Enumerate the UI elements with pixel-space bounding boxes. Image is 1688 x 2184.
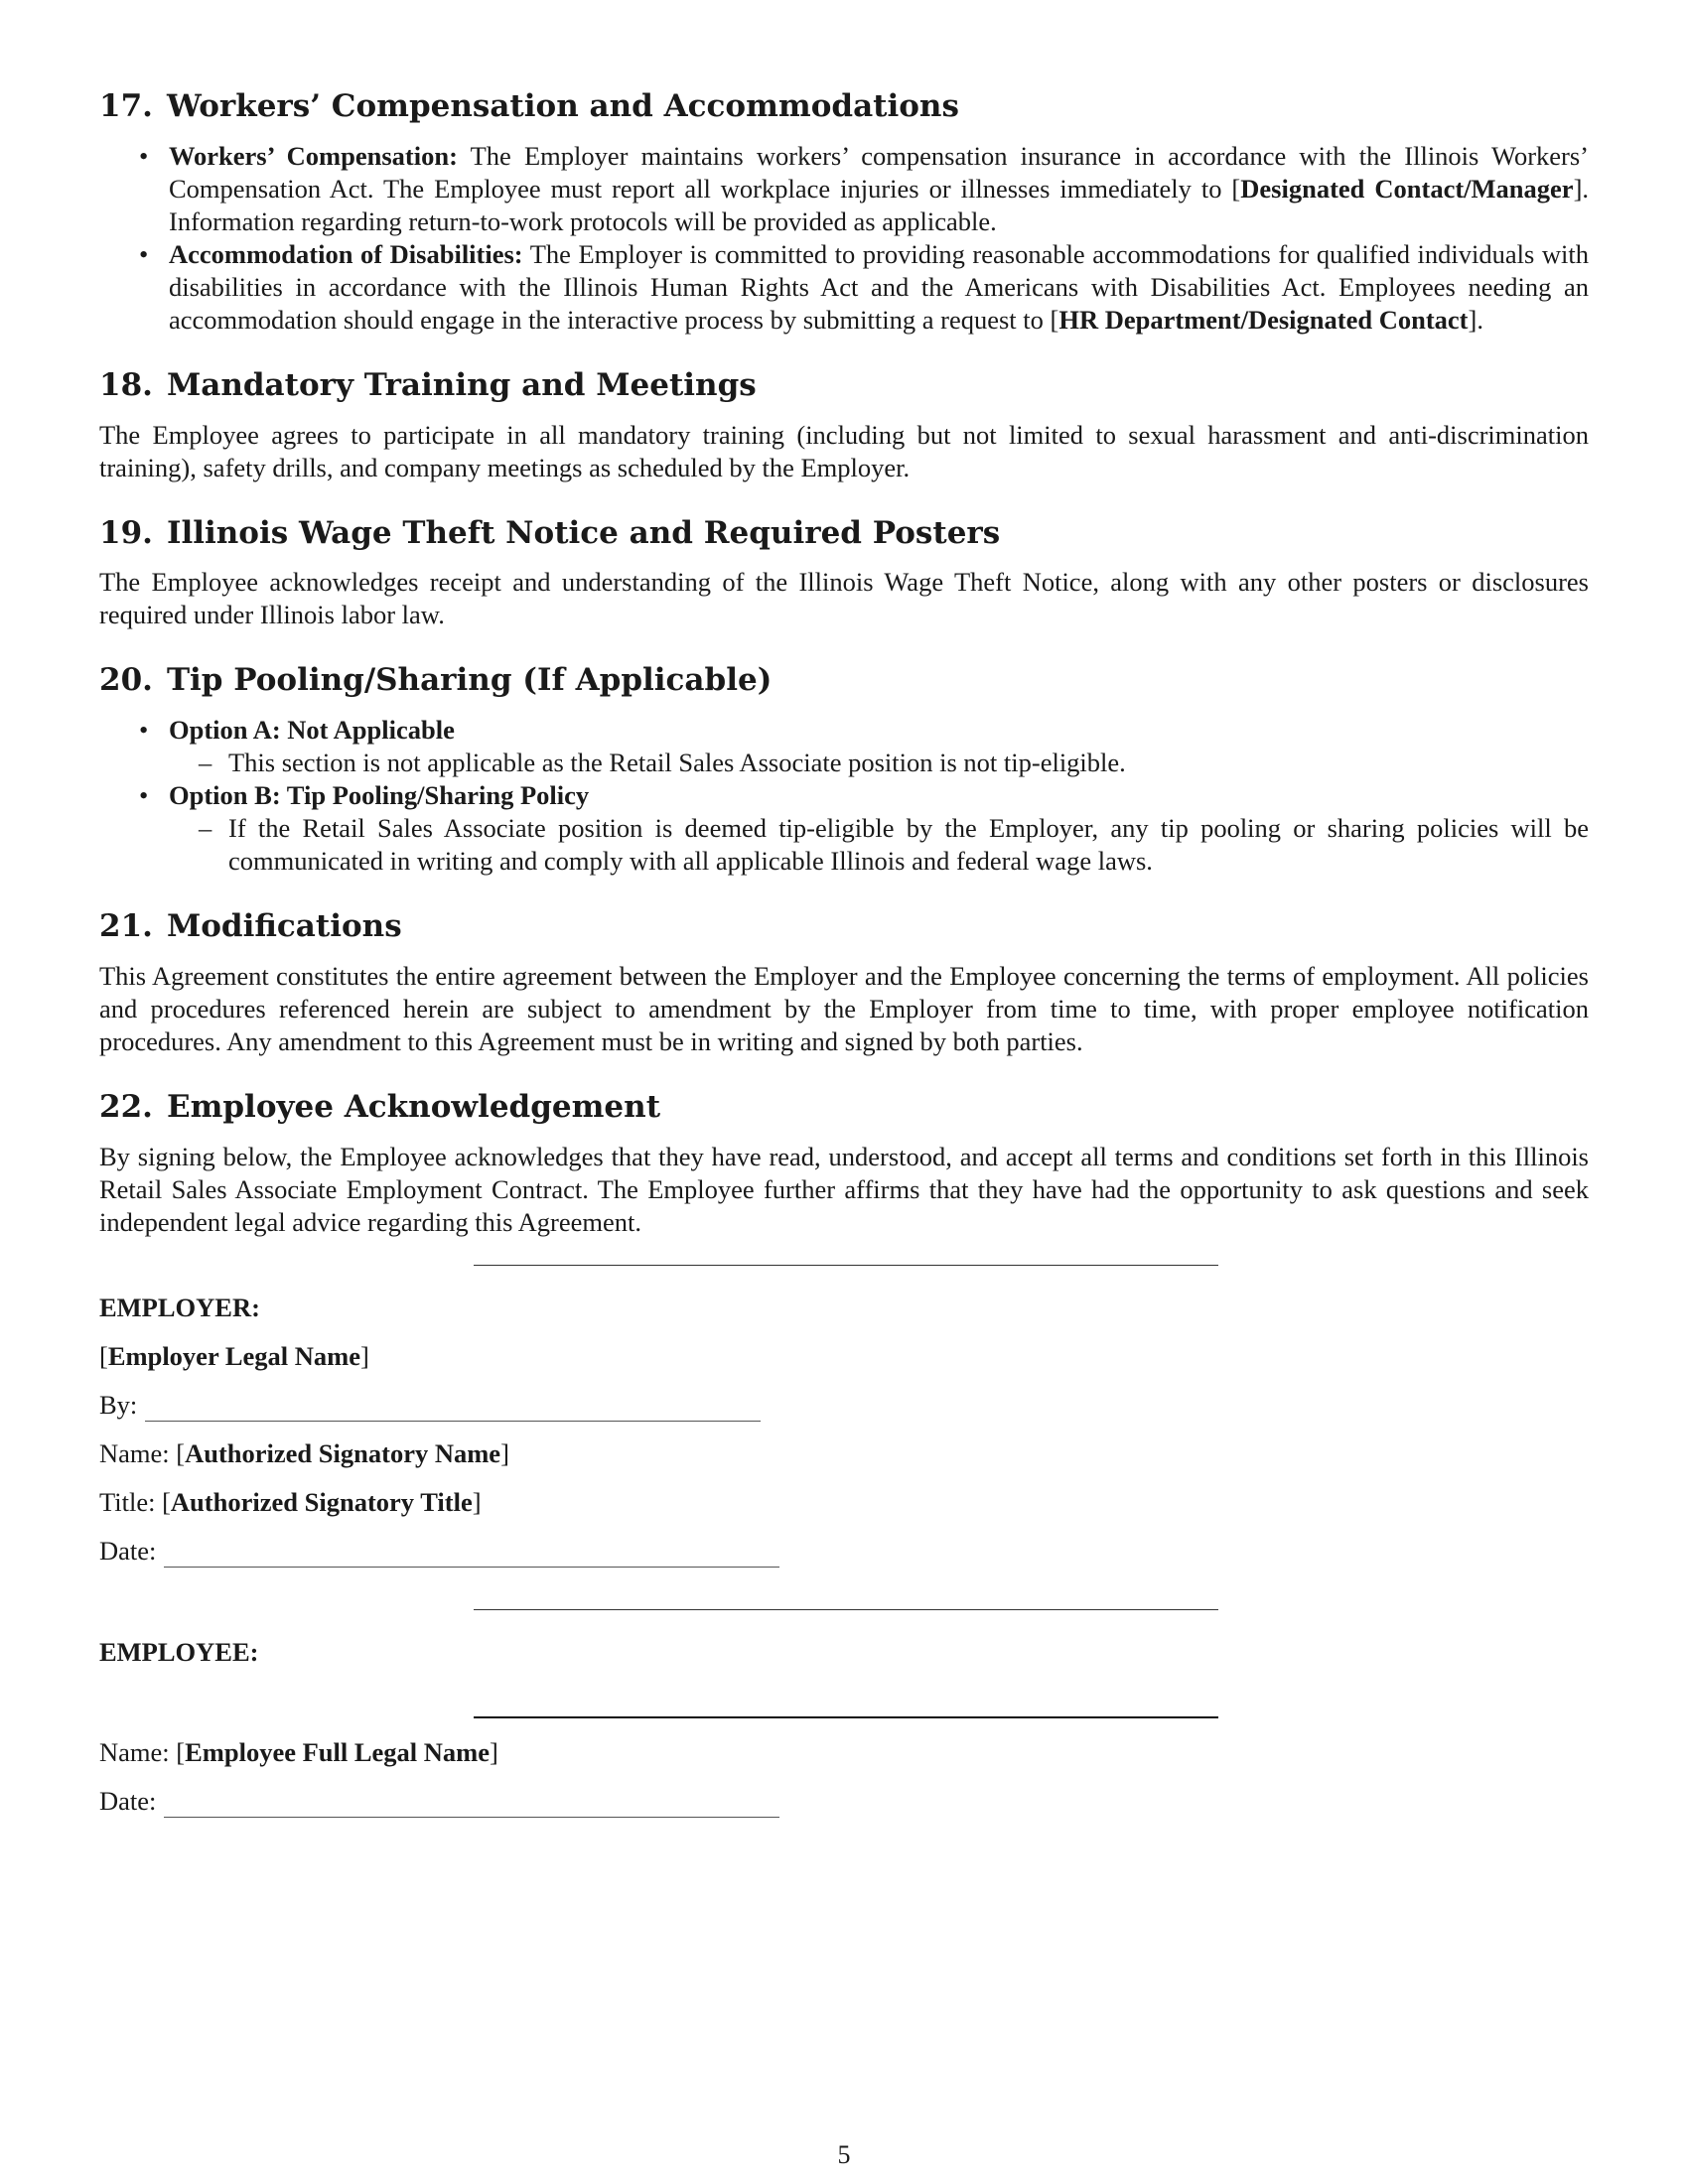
employee-full-legal-name: Employee Full Legal Name: [185, 1736, 491, 1767]
option-a-label: Option A: Not Applicable: [169, 715, 455, 745]
page-number: 5: [837, 2140, 851, 2169]
section-number: 19.: [99, 514, 153, 551]
section-body: This Agreement constitutes the entire agreement between the Employer and the Employee concerning the terms of employment. All policies and procedures referenced herein are subject to amendment by the Employer from time to time, with proper employee notification procedures. Any amendment to this Agreement must be in writing and signed by both parties.: [99, 960, 1589, 1056]
section-21-heading: [99, 907, 1589, 946]
employer-legal-name: [Employer Legal Name]: [99, 1340, 369, 1371]
placeholder-field: Designated Contact/Manager: [1240, 173, 1574, 204]
section-title: Workers’ Compensation and Accommodations: [166, 88, 959, 124]
section-17-heading: [99, 87, 1589, 126]
sub-list-item: – If the Retail Sales Associate position is deemed tip-eligible by the Employer, any tip pooling or sharing policies will be communicated in writing and comply with all applicable Illinois and federal wage laws.: [228, 812, 1589, 878]
section-body: By signing below, the Employee acknowledges that they have read, understood, and accept all terms and conditions set forth in this Illinois Retail Sales Associate Employment Contract. The Employee further affirms that they have had the opportunity to ask questions and seek independent legal advice regarding this Agreement.: [99, 1141, 1589, 1237]
section-number: 21.: [99, 908, 153, 944]
employer-heading: [99, 1292, 1589, 1324]
employer-legal-name-text: Employer Legal Name: [107, 1340, 360, 1371]
bullet-list: [99, 140, 1589, 337]
section-22: [99, 1088, 1589, 1239]
date-label: Date:: [99, 1535, 157, 1566]
list-item: [169, 238, 1589, 337]
employee-heading-text: EMPLOYEE:: [99, 1636, 259, 1667]
option-b-label: Option B: Tip Pooling/Sharing Policy: [169, 780, 590, 810]
date-label: Date:: [99, 1785, 157, 1816]
section-title: Mandatory Training and Meetings: [166, 366, 757, 403]
section-20-heading: [99, 661, 1589, 700]
bullet-text: ]. Information regarding return-to-work protocols will be provided as applicable.: [169, 173, 1590, 236]
name-label: Name:: [99, 1437, 170, 1468]
sub-list: [169, 747, 1589, 779]
employee-date-row: [99, 1785, 1589, 1818]
section-title: Tip Pooling/Sharing (If Applicable): [166, 662, 773, 699]
section-19: [99, 514, 1589, 632]
section-body: The Employee agrees to participate in all mandatory training (including but not limited to sexual harassment and anti-discrimination training), safety drills, and company meetings as scheduled by the Employer.: [99, 419, 1589, 482]
section-body: The Employee acknowledges receipt and understanding of the Illinois Wage Theft Notice, along with any other posters or disclosures required under Illinois labor law.: [99, 567, 1589, 630]
list-item: [169, 714, 1589, 779]
section-19-heading: [99, 514, 1589, 553]
authorized-signatory-name: Authorized Signatory Name: [185, 1437, 501, 1468]
section-title: Employee Acknowledgement: [166, 1088, 661, 1125]
section-title: Modifications: [166, 908, 402, 944]
bullet-label: Accommodation of Disabilities:: [169, 238, 523, 269]
bullet-text: ].: [1468, 304, 1483, 335]
employee-heading: [99, 1636, 1589, 1669]
section-number: 22.: [99, 1088, 153, 1125]
employee-name-row: Name: [Employee Full Legal Name]: [99, 1736, 498, 1767]
bullet-text: The Employer is committed to providing reasonable accommodations for qualified individuals with disabilities in accordance with the Illinois Human Rights Act and the Americans with Disabilities Act. Employees needing an accommodation should engage in the interactive process by submitting a request to [: [169, 238, 1589, 335]
employer-date-line[interactable]: [164, 1545, 779, 1568]
placeholder-field: HR Department/Designated Contact: [1058, 304, 1469, 335]
employer-name-row: Name: [Authorized Signatory Name]: [99, 1437, 509, 1468]
section-18: [99, 366, 1589, 484]
section-title: Illinois Wage Theft Notice and Required Posters: [166, 514, 1001, 551]
authorized-signatory-title: Authorized Signatory Title: [170, 1486, 473, 1517]
sub-list-item: – This section is not applicable as the Retail Sales Associate position is not tip-eligible.: [228, 747, 1589, 779]
section-17: [99, 87, 1589, 337]
title-label: Title:: [99, 1486, 156, 1517]
section-21: [99, 907, 1589, 1058]
section-22-heading: [99, 1088, 1589, 1127]
employer-date-row: [99, 1535, 1589, 1568]
by-label: By:: [99, 1389, 138, 1420]
name-label: Name:: [99, 1736, 170, 1767]
section-number: 20.: [99, 662, 153, 699]
employer-title-row: Title: [Authorized Signatory Title]: [99, 1486, 482, 1517]
bullet-text: The Employer maintains workers’ compensation insurance in accordance with the Illinois Workers’ Compensation Act. The Employee must report all workplace injuries or illnesses immediately to [: [169, 140, 1589, 204]
bullet-list: [99, 714, 1589, 878]
employer-heading-text: EMPLOYER:: [99, 1292, 260, 1322]
section-18-heading: [99, 366, 1589, 405]
employer-by-row: [99, 1389, 1589, 1422]
list-item: [169, 140, 1589, 238]
section-20: [99, 661, 1589, 878]
document-page: [99, 87, 1589, 1818]
employee-date-line[interactable]: [164, 1795, 779, 1818]
section-number: 17.: [99, 88, 153, 124]
section-number: 18.: [99, 366, 153, 403]
sub-list: [169, 812, 1589, 878]
bullet-label: Workers’ Compensation:: [169, 140, 458, 171]
list-item: [169, 779, 1589, 878]
employer-signature-line[interactable]: [145, 1399, 761, 1422]
